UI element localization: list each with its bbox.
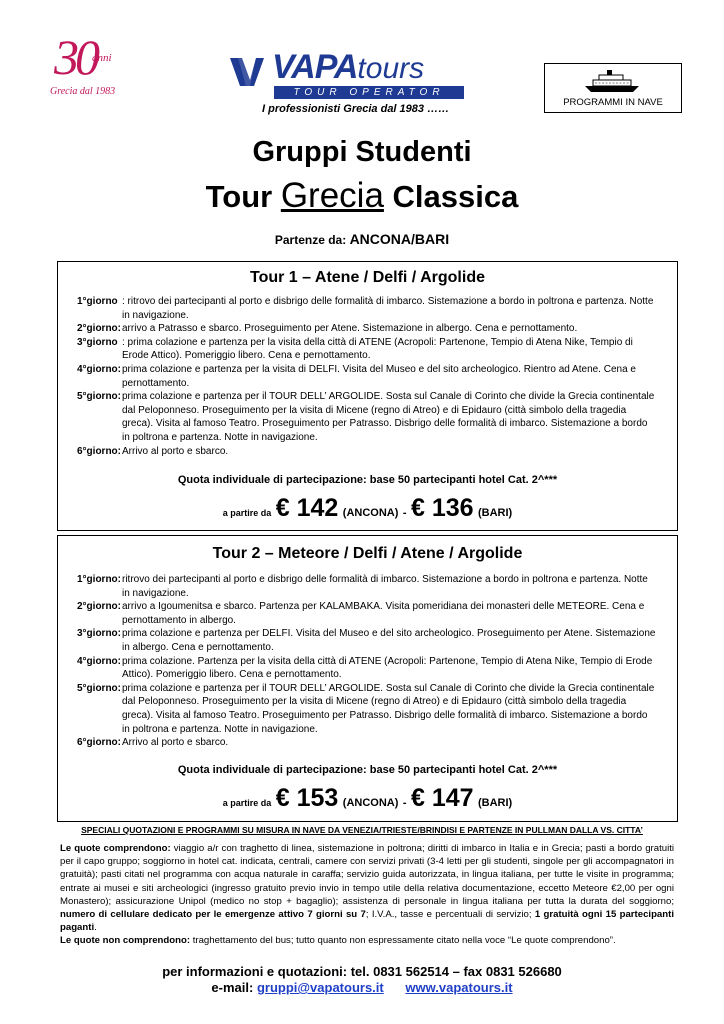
vapa-mark-icon: [226, 54, 268, 90]
price-bari: € 147: [410, 784, 474, 812]
anniversary-number: 30: [54, 29, 96, 85]
tour-1-quota: Quota individuale di partecipazione: base 50 partecipanti hotel Cat. 2^***: [177, 474, 558, 486]
itinerary-day: [77, 336, 657, 363]
day-text: prima colazione e partenza per la visita di DELFI. Visita del Museo e del sito archeologico. Rientro ad Atene. Cena e pernottamento.: [122, 363, 636, 389]
itinerary-day: [77, 682, 657, 736]
day-label: 5°giorno:: [77, 391, 121, 403]
departures: [0, 231, 724, 247]
price-ancona: € 142: [275, 494, 339, 522]
itinerary-day: [77, 445, 657, 459]
day-label: 2°giorno:: [77, 601, 121, 613]
day-label: 1°giorno: [77, 296, 118, 307]
brand-subtitle: TOUR OPERATOR: [274, 86, 464, 99]
page-subtitle: [0, 176, 724, 216]
day-label: 2°giorno:: [77, 323, 121, 335]
website-link[interactable]: www.vapatours.it: [405, 980, 513, 995]
day-text: prima colazione e partenza per il TOUR DELL’ ARGOLIDE. Sosta sul Canale di Corinto che divide la Grecia continentale dal Peloponneso. Proseguimento per la visita di Micene (regno di Atreo) e di Epidauro (città simbolo della tragedia greca). Visita al famoso Teatro. Proseguimento per Patrasso. Disbrigo delle formalità di imbarco. Sistemazione a bordo in poltrona e partenza. Notte in navigazione.: [122, 391, 655, 443]
price-ancona: € 153: [275, 784, 339, 812]
day-text: Arrivo al porto e sbarco.: [122, 737, 229, 749]
day-label: 3°giorno:: [77, 628, 121, 640]
special-offers-note: SPECIALI QUOTAZIONI E PROGRAMMI SU MISURA IN NAVE DA VENEZIA/TRIESTE/BRINDISI E PARTENZE IN PULLMAN DALLA VS. CITTA’: [81, 825, 643, 835]
price-prefix: a partire da: [222, 508, 272, 518]
included-text-e: .: [94, 922, 97, 934]
brand-light: tours: [357, 52, 425, 85]
day-label: 5°giorno:: [77, 682, 121, 694]
day-text: arrivo a Igoumenitsa e sbarco. Partenza per KALAMBAKA. Visita pomeridiana dei monasteri delle METEORE. Cena e pernottamento in albergo.: [122, 601, 645, 626]
contact-links: [0, 980, 724, 995]
price-bari: € 136: [410, 494, 474, 522]
contact-phone-fax: per informazioni e quotazioni: tel. 0831 562514 – fax 0831 526680: [162, 964, 562, 979]
day-text: : ritrovo dei partecipanti al porto e disbrigo delle formalità di imbarco. Sistemazione a bordo in poltrona e partenza. Notte in navigazione.: [122, 296, 654, 321]
departures-label: Partenze da:: [274, 233, 350, 247]
tour-2-quota: Quota individuale di partecipazione: base 50 partecipanti hotel Cat. 2^***: [177, 764, 558, 776]
day-label: 3°giorno: [77, 336, 118, 348]
ship-label: PROGRAMMI IN NAVE: [563, 97, 663, 108]
email-label: e-mail:: [211, 980, 257, 995]
included-section: [60, 842, 674, 948]
not-included-label: Le quote non comprendono:: [60, 935, 191, 947]
tour-2-price: [58, 784, 677, 813]
itinerary-day: [77, 363, 657, 390]
anniversary-since: Grecia dal 1983: [50, 86, 116, 97]
price-prefix: a partire da: [222, 798, 272, 808]
itinerary-day: [77, 573, 657, 600]
not-included-text: traghettamento del bus; tutto quanto non espressamente citato nella voce “Le quote comprendono”.: [190, 935, 616, 947]
day-text: Arrivo al porto e sbarco.: [122, 445, 229, 457]
ship-programs-box: [544, 63, 682, 113]
day-label: 6°giorno:: [77, 737, 121, 749]
itinerary-day: [77, 627, 657, 654]
itinerary-day: [77, 600, 657, 627]
day-label: 1°giorno:: [77, 574, 121, 585]
ship-icon: [583, 68, 643, 94]
itinerary-day: [77, 390, 657, 444]
price-separator: -: [402, 507, 407, 519]
day-text: prima colazione e partenza per DELFI. Visita del Museo e del sito archeologico. Proseguimento per Atene. Sistemazione in albergo. Cena e pernottamento.: [122, 628, 656, 653]
subtitle-suffix: Classica: [383, 179, 519, 214]
day-label: 4°giorno:: [77, 363, 121, 375]
tour-1-box: [57, 261, 678, 531]
tour-2-box: [57, 535, 678, 822]
tour-2-days: [77, 573, 657, 750]
included-label: Le quote comprendono:: [60, 843, 171, 854]
city-bari: (BARI): [477, 507, 513, 519]
brand-name: [272, 48, 424, 87]
itinerary-day: [77, 322, 657, 336]
included-text-c: ; I.V.A., tasse e percentuali di servizio;: [365, 909, 535, 921]
day-text: prima colazione e partenza per il TOUR DELL’ ARGOLIDE. Sosta sul Canale di Corinto che divide la Grecia continentale dal Peloponneso. Proseguimento per la visita di Micene (regno di Atreo) e di Epidauro (città simbolo della tragedia greca). Visita al famoso Teatro. Proseguimento per Patrasso. Disbrigo delle formalità di imbarco. Sistemazione a bordo in poltrona e partenza. Notte in navigazione.: [122, 682, 655, 735]
itinerary-day: [77, 655, 657, 682]
itinerary-day: [77, 736, 657, 750]
itinerary-day: [77, 295, 657, 322]
departures-cities: ANCONA/BARI: [349, 231, 450, 247]
day-text: arrivo a Patrasso e sbarco. Proseguimento per Atene. Sistemazione in albergo. Cena e pernottamento.: [122, 323, 578, 335]
vapa-tours-logo: [226, 48, 476, 108]
day-label: 6°giorno:: [77, 445, 121, 457]
anniversary-logo: [48, 28, 128, 98]
included-emergency: numero di cellulare dedicato per le emergenze attivo 7 giorni su 7: [60, 909, 366, 921]
city-ancona: (ANCONA): [342, 797, 399, 809]
anniversary-word: anni: [92, 52, 112, 64]
brand-bold: VAPA: [272, 48, 358, 86]
tour-1-heading: Tour 1 – Atene / Delfi / Argolide: [250, 269, 485, 286]
day-label: 4°giorno:: [77, 655, 121, 667]
day-text: : prima colazione e partenza per la visita della città di ATENE (Acropoli: Partenone, Tempio di Atena Nike, Tempio di Erode Attico). Pomeriggio libero. Cena e pernottamento.: [122, 336, 633, 362]
day-text: prima colazione. Partenza per la visita della città di ATENE (Acropoli: Partenone, Tempio di Atena Nike, Tempio di Erode Attico). Pomeriggio libero. Cena e pernottamento.: [122, 655, 653, 681]
tagline: I professionisti Grecia dal 1983 ……: [262, 103, 450, 115]
day-text: ritrovo dei partecipanti al porto e disbrigo delle formalità di imbarco. Sistemazione a bordo in poltrona e partenza. Notte in navigazione.: [122, 574, 648, 599]
subtitle-prefix: Tour: [205, 179, 281, 214]
subtitle-main: Grecia: [280, 176, 384, 215]
price-separator: -: [402, 797, 407, 809]
email-link[interactable]: gruppi@vapatours.it: [256, 980, 384, 995]
page-title: Gruppi Studenti: [252, 136, 472, 168]
included-gratuity: 1 gratuità ogni 15 partecipanti paganti: [60, 909, 674, 934]
tour-1-price: [58, 494, 677, 523]
included-text-a: viaggio a/r con traghetto di linea, sistemazione in poltrona; diritti di imbarco in Italia e in Grecia; pasti a bordo gratuiti per il capo gruppo; soggiorno in hotel cat. indicata, centrali, camere con servizi privati (3-4 letti per gli studenti, singole per gli accompagnatori in gratuità); pasti citati nel programma con acqua naturale in caraffa; servizio guida autorizzata, in lingua italiana, per tutte le visite in programma; entrate ai musei e siti archeologici (ingresso gratuito previo invio in tempo utile della relativa documentazione, eccetto Meteore €2,00 per ogni Monastero); assicurazione Unipol (medico no stop + bagaglio); assistenza di personale in lingua italiana per tutta la durata del soggiorno;: [60, 843, 674, 907]
city-ancona: (ANCONA): [342, 507, 399, 519]
city-bari: (BARI): [477, 797, 513, 809]
tour-1-days: [77, 295, 657, 458]
tour-2-heading: Tour 2 – Meteore / Delfi / Atene / Argolide: [212, 545, 523, 562]
